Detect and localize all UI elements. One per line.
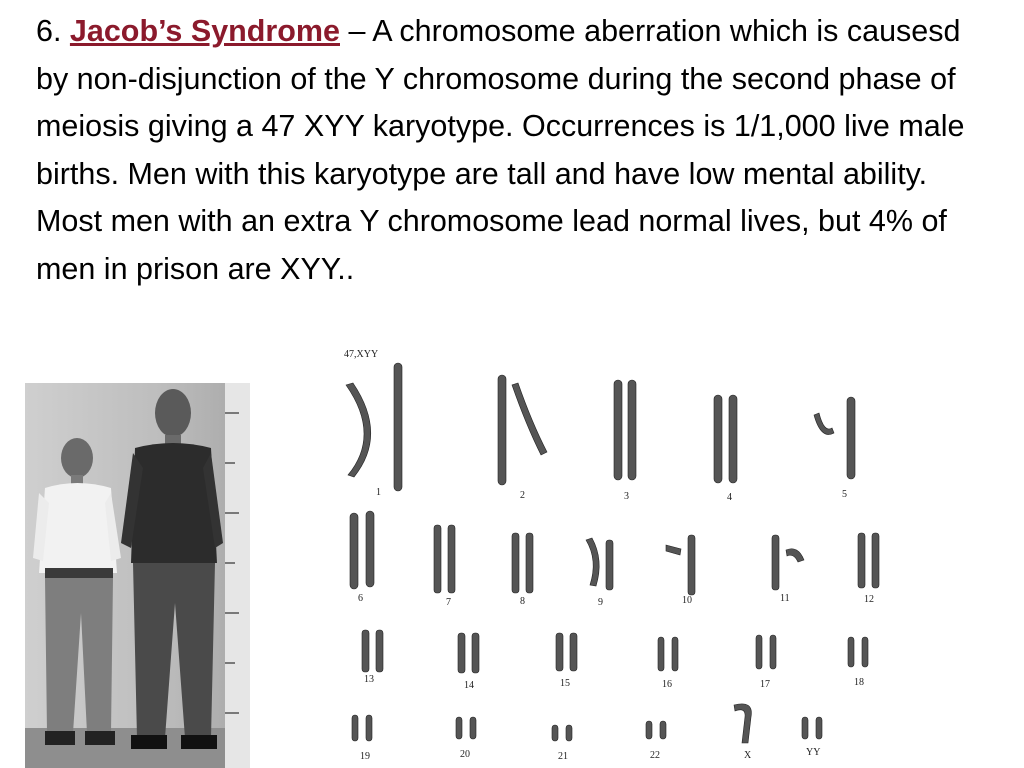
label-x: X: [744, 750, 752, 761]
label-1: 1: [376, 487, 381, 498]
chromosome-pair-20: [456, 717, 476, 739]
label-21: 21: [558, 751, 568, 762]
chromosome-x: [734, 704, 751, 743]
chromosome-pair-14: [458, 633, 479, 673]
chromosome-pair-3: [614, 380, 636, 480]
chromosome-pair-12: [858, 533, 879, 588]
label-8: 8: [520, 596, 525, 607]
chromosome-pair-13: [362, 630, 383, 672]
label-4: 4: [727, 492, 732, 503]
chromosome-pair-19: [352, 715, 372, 741]
chromosome-pair-18: [848, 637, 868, 667]
photo-two-men: [25, 383, 250, 768]
label-15: 15: [560, 678, 570, 689]
chromosome-yy: [802, 717, 822, 739]
chromosome-pair-1: [346, 363, 402, 491]
chromosome-pair-16: [658, 637, 678, 671]
label-19: 19: [360, 751, 370, 762]
chromosome-pair-21: [552, 725, 572, 741]
label-20: 20: [460, 749, 470, 760]
chromosome-pair-11: [772, 535, 804, 590]
chromosome-pair-4: [714, 395, 737, 483]
label-5: 5: [842, 489, 847, 500]
chromosome-pair-15: [556, 633, 577, 671]
chromosome-pair-17: [756, 635, 776, 669]
chromosome-pair-2: [498, 375, 547, 485]
karyotype-image: [336, 345, 896, 768]
label-22: 22: [650, 750, 660, 761]
label-6: 6: [358, 593, 363, 604]
label-18: 18: [854, 677, 864, 688]
label-12: 12: [864, 594, 874, 605]
label-14: 14: [464, 680, 474, 691]
slide-body-text: – A chromosome aberration which is causesd by non-disjunction of the Y chromosome during the second phase of meiosis giving a 47 XYY karyotype. Occurrences is 1/1,000 live male births. Men with this karyotype are tall and have low mental ability. Most men with an extra Y chromosome lead normal lives, but 4% of men in prison are XYY..: [36, 14, 965, 286]
chromosome-pair-6: [350, 511, 374, 589]
slide-number: 6.: [36, 14, 62, 48]
label-13: 13: [364, 674, 374, 685]
chromosome-pair-9: [586, 538, 613, 590]
chromosome-pair-8: [512, 533, 533, 593]
chromosome-pair-22: [646, 721, 666, 739]
slide-text: [36, 8, 996, 294]
label-2: 2: [520, 490, 525, 501]
syndrome-term-link[interactable]: Jacob’s Syndrome: [69, 14, 340, 48]
label-11: 11: [780, 593, 790, 604]
chromosome-pair-5: [814, 397, 855, 479]
label-16: 16: [662, 679, 672, 690]
karyotype-title: 47,XYY: [344, 349, 379, 360]
label-yy: YY: [806, 747, 821, 758]
chromosome-pair-7: [434, 525, 455, 593]
label-7: 7: [446, 597, 451, 608]
label-17: 17: [760, 679, 770, 690]
label-10: 10: [682, 595, 692, 606]
label-9: 9: [598, 597, 603, 608]
height-scale: [225, 383, 250, 768]
label-3: 3: [624, 491, 629, 502]
chromosome-pair-10: [666, 535, 695, 595]
